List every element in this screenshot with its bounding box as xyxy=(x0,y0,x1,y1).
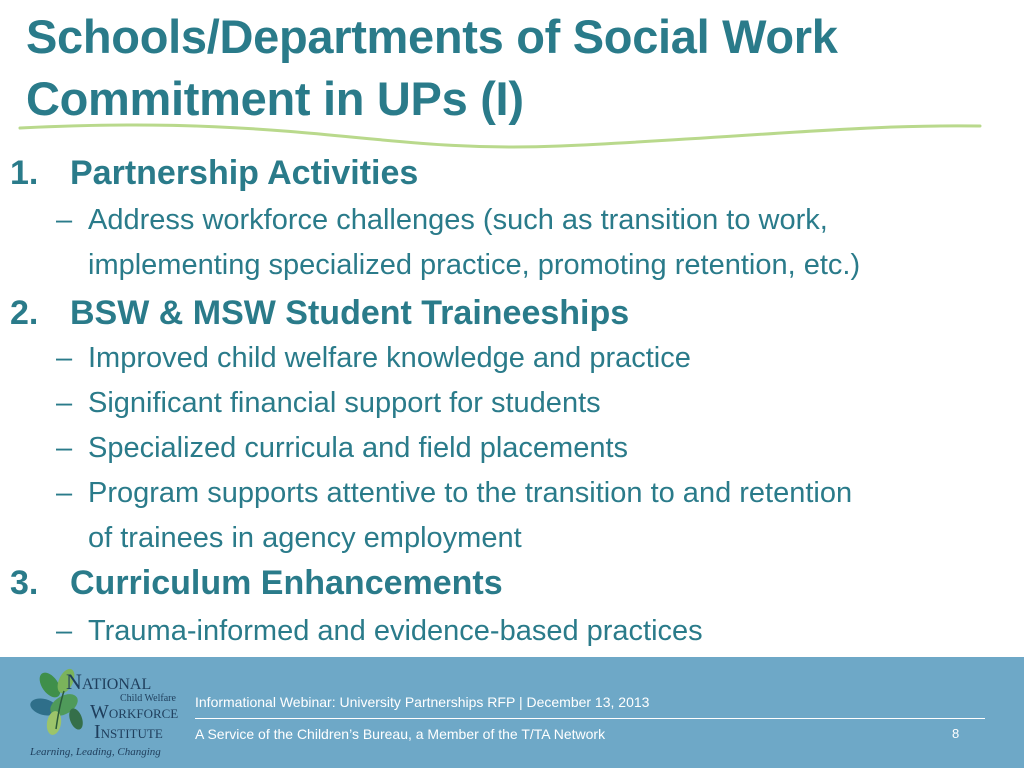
footer-service-text: A Service of the Children’s Bureau, a Member of the T/TA Network xyxy=(195,726,606,742)
section-number-2: 2. xyxy=(10,294,39,332)
bullet-text: Program supports attentive to the transition to and retention xyxy=(88,477,853,509)
logo-initial-w: W xyxy=(90,701,109,723)
bullet-item xyxy=(56,336,691,381)
title-underline-swoosh xyxy=(0,120,1024,154)
logo-word-workforce: ORKFORCE xyxy=(108,706,179,721)
footer-event-text: Informational Webinar: University Partnerships RFP | December 13, 2013 xyxy=(195,694,650,710)
bullet-item xyxy=(56,609,703,654)
bullet-text: Significant financial support for students xyxy=(88,387,601,419)
slide-footer xyxy=(0,657,1024,768)
logo-word-institute: NSTITUTE xyxy=(100,726,163,741)
section-title-2: BSW & MSW Student Traineeships xyxy=(70,294,630,332)
section-heading-3 xyxy=(10,560,503,606)
bullet-item xyxy=(56,471,852,561)
section-title-3: Curriculum Enhancements xyxy=(70,564,503,602)
slide-title-line-2: Commitment in UPs (I) xyxy=(26,72,524,125)
section-title-1: Partnership Activities xyxy=(70,154,419,192)
bullet-item xyxy=(56,381,601,426)
bullet-text: Address workforce challenges (such as transition to work, xyxy=(88,204,828,236)
bullet-dash: – xyxy=(56,387,73,419)
bullet-text: Improved child welfare knowledge and practice xyxy=(88,342,691,374)
page-number: 8 xyxy=(952,726,960,741)
section-number-1: 1. xyxy=(10,154,39,192)
logo-initial-i: I xyxy=(94,721,101,743)
ncwwi-logo xyxy=(30,667,179,762)
section-heading-2 xyxy=(10,290,629,336)
logo-tagline: Learning, Leading, Changing xyxy=(30,746,161,758)
logo-wordmark-line-2: Child Welfare xyxy=(120,693,176,704)
bullet-dash: – xyxy=(56,204,73,236)
bullet-item xyxy=(56,198,860,288)
bullet-dash: – xyxy=(56,615,73,647)
bullet-text: Trauma-informed and evidence-based practices xyxy=(88,615,703,647)
section-heading-1 xyxy=(10,150,418,196)
section-number-3: 3. xyxy=(10,564,39,602)
bullet-text-continued: of trainees in agency employment xyxy=(88,522,522,554)
footer-divider xyxy=(195,718,985,719)
logo-wordmark-line-4 xyxy=(94,721,163,744)
bullet-dash: – xyxy=(56,432,73,464)
slide-title xyxy=(26,6,1016,130)
logo-word-national: ATIONAL xyxy=(81,676,152,693)
slide-title-line-1: Schools/Departments of Social Work xyxy=(26,10,838,63)
bullet-dash: – xyxy=(56,342,73,374)
bullet-text: Specialized curricula and field placements xyxy=(88,432,629,464)
bullet-text-continued: implementing specialized practice, promoting retention, etc.) xyxy=(88,249,861,281)
logo-wordmark-line-1 xyxy=(66,669,151,695)
bullet-item xyxy=(56,426,628,471)
logo-initial-n: N xyxy=(66,669,82,694)
bullet-dash: – xyxy=(56,477,73,509)
